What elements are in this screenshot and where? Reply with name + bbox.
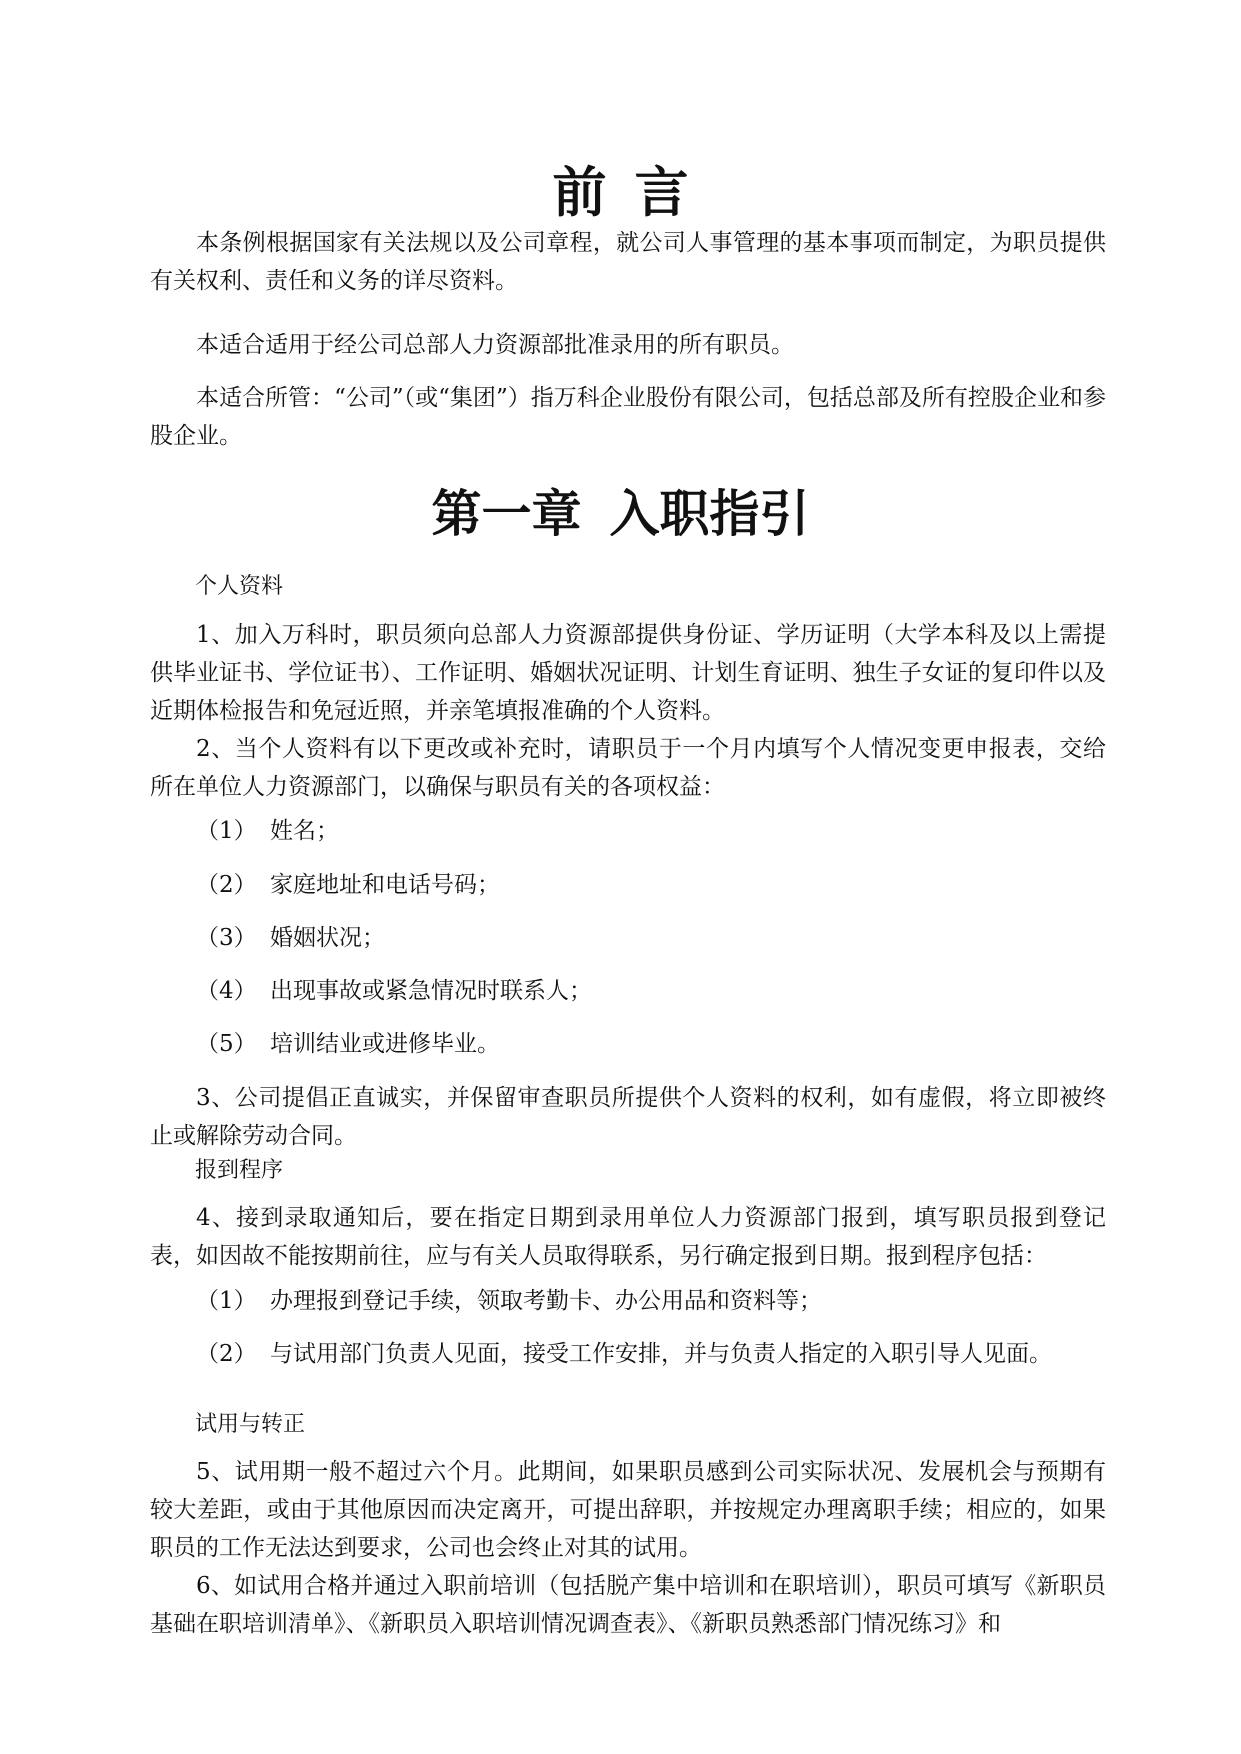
paragraph-6: 6、如试用合格并通过入职前培训（包括脱产集中培训和在职培训），职员可填写《新职员基础在职培训清单》、《新职员入职培训情况调查表》、《新职员熟悉部门情况练习》和 [150,1573,1106,1637]
section-heading-personal-info: 个人资料 [195,574,284,599]
list-item: （2） 与试用部门负责人见面，接受工作安排，并与负责人指定的入职引导人见面。 [196,1341,1052,1367]
preface-paragraph-3: 本适合所管：“公司”（或“集团”）指万科企业股份有限公司，包括总部及所有控股企业和参股企业。 [150,385,1106,449]
section-heading-probation: 试用与转正 [195,1412,306,1437]
preface-paragraph-1: 本条例根据国家有关法规以及公司章程，就公司人事管理的基本事项而制定，为职员提供有关权利、责任和义务的详尽资料。 [150,230,1106,294]
paragraph-5: 5、试用期一般不超过六个月。此期间，如果职员感到公司实际状况、发展机会与预期有较大差距，或由于其他原因而决定离开，可提出辞职，并按规定办理离职手续；相应的，如果职员的工作无法达到要求，公司也会终止对其的试用。 [150,1459,1106,1561]
list-item: （5） 培训结业或进修毕业。 [196,1031,500,1057]
list-item: （1） 姓名； [196,818,339,844]
preface-paragraph-2: 本适合适用于经公司总部人力资源部批准录用的所有职员。 [196,332,794,358]
paragraph-3: 3、公司提倡正直诚实，并保留审查职员所提供个人资料的权利，如有虚假，将立即被终止或解除劳动合同。 [150,1085,1106,1149]
chapter-title [0,476,1241,552]
list-item: （3） 婚姻状况； [196,925,385,951]
list-item: （4） 出现事故或紧急情况时联系人； [196,978,592,1004]
preface-title: 前言 [552,160,717,224]
paragraph-2: 2、当个人资料有以下更改或补充时，请职员于一个月内填写个人情况变更申报表，交给所在单位人力资源部门，以确保与职员有关的各项权益： [150,736,1106,800]
list-item: （2） 家庭地址和电话号码； [196,872,500,898]
section-heading-reporting-procedure: 报到程序 [195,1158,284,1183]
list-item: （1） 办理报到登记手续，领取考勤卡、办公用品和资料等； [196,1288,822,1314]
paragraph-4: 4、接到录取通知后，要在指定日期到录用单位人力资源部门报到，填写职员报到登记表，如因故不能按期前往，应与有关人员取得联系，另行确定报到日期。报到程序包括： [150,1205,1106,1269]
paragraph-1: 1、加入万科时，职员须向总部人力资源部提供身份证、学历证明（大学本科及以上需提供毕业证书、学位证书）、工作证明、婚姻状况证明、计划生育证明、独生子女证的复印件以及近期体检报告和免冠近照，并亲笔填报准确的个人资料。 [150,622,1106,724]
chapter-name: 入职指引 [609,484,810,543]
chapter-number: 第一章 [431,484,582,543]
